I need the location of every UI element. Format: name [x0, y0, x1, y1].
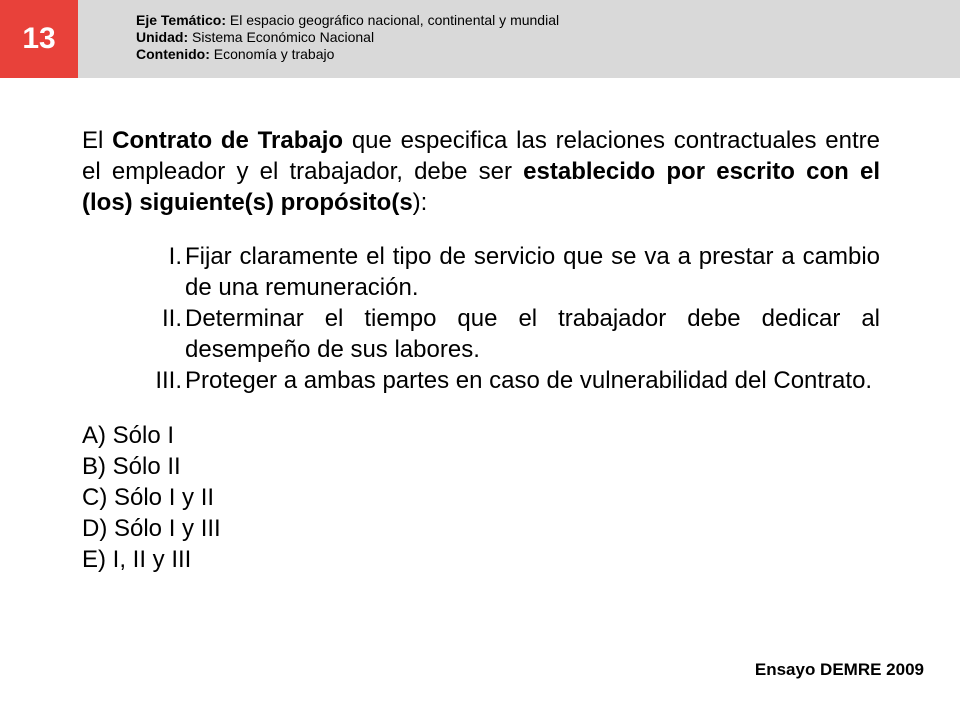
- contenido-line: [136, 46, 559, 63]
- option-e[interactable]: E) I, II y III: [82, 546, 192, 573]
- question-stem: [82, 125, 880, 218]
- statement-text: Proteger a ambas partes en caso de vulnerabilidad del Contrato.: [185, 367, 873, 394]
- answer-options: [82, 420, 880, 575]
- option-d[interactable]: D) Sólo I y III: [82, 515, 221, 542]
- stem-part: El: [82, 127, 113, 154]
- statement-item: [82, 365, 880, 396]
- statement-text: Determinar el tiempo que el trabajador debe dedicar al desempeño de sus labores.: [185, 305, 880, 363]
- stem-part: ):: [412, 189, 428, 216]
- contenido-value: Economía y trabajo: [213, 46, 335, 62]
- eje-label: Eje Temático:: [136, 12, 226, 28]
- stem-bold-phrase: establecido por escrito con el (los) siguiente(s) propósito(s: [82, 158, 880, 216]
- question-metadata: [136, 12, 559, 63]
- unidad-value: Sistema Económico Nacional: [192, 29, 375, 45]
- statement-numeral: I.: [168, 243, 182, 270]
- contenido-label: Contenido:: [136, 46, 210, 62]
- eje-value: El espacio geográfico nacional, continental y mundial: [229, 12, 560, 28]
- source-footer: Ensayo DEMRE 2009: [754, 660, 924, 679]
- question-number: 13: [22, 22, 56, 55]
- statement-item: [82, 241, 880, 303]
- option-a[interactable]: A) Sólo I: [82, 422, 175, 449]
- eje-line: [136, 12, 559, 29]
- unidad-label: Unidad:: [136, 29, 189, 45]
- unidad-line: [136, 29, 559, 46]
- option-b[interactable]: B) Sólo II: [82, 453, 181, 480]
- stem-part: que especifica las relaciones contractuales entre el empleador y el trabajador, debe ser: [82, 127, 881, 185]
- statement-item: [82, 303, 880, 365]
- question-body: [82, 125, 880, 575]
- question-number-badge: [0, 0, 78, 78]
- statement-text: Fijar claramente el tipo de servicio que se va a prestar a cambio de una remuneración.: [185, 243, 880, 301]
- statement-numeral: III.: [155, 367, 182, 394]
- statements-list: [82, 241, 880, 396]
- option-c[interactable]: C) Sólo I y II: [82, 484, 215, 511]
- stem-bold-term: Contrato de Trabajo: [112, 127, 344, 154]
- statement-numeral: II.: [161, 305, 182, 332]
